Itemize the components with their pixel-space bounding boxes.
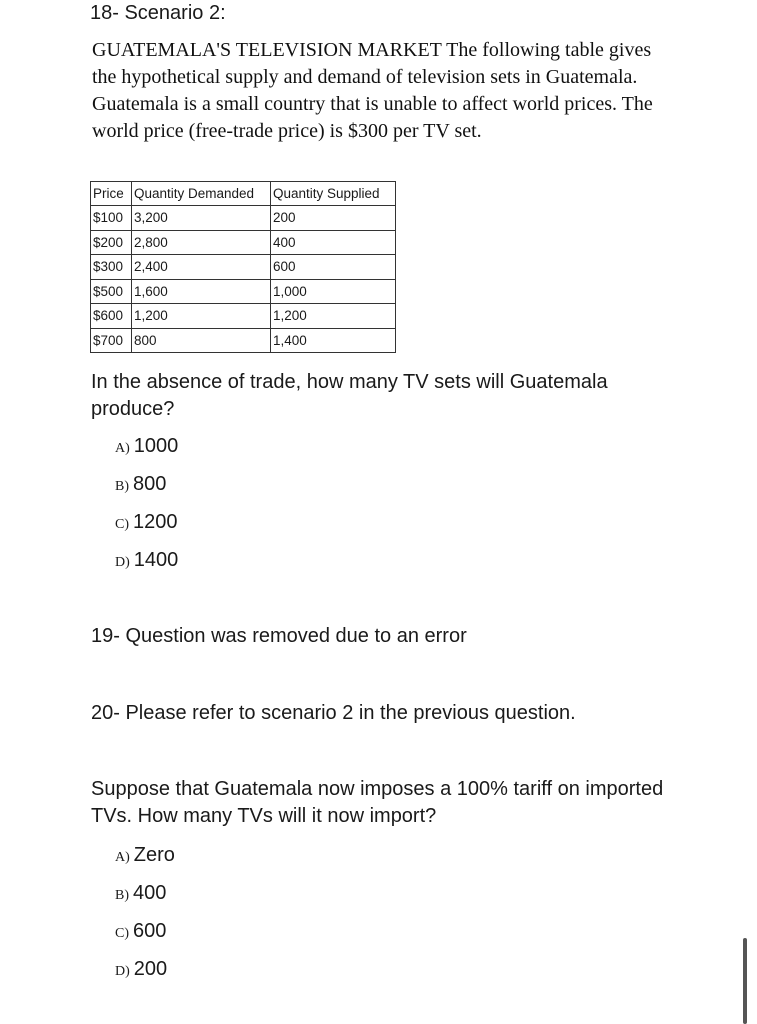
option-letter: B) xyxy=(115,888,129,903)
table-row xyxy=(91,255,396,280)
cell-quantity-supplied: 600 xyxy=(271,255,396,280)
option-text: 1000 xyxy=(133,435,179,457)
q20-option-d[interactable] xyxy=(115,956,167,985)
option-text: 800 xyxy=(133,473,167,495)
option-text: 1200 xyxy=(133,511,178,533)
table-row xyxy=(91,230,396,255)
option-letter: B) xyxy=(115,479,129,494)
option-text: Zero xyxy=(133,844,175,866)
cell-quantity-demanded: 1,200 xyxy=(132,304,271,329)
question-18-text: In the absence of trade, how many TV sets will Guatemala produce? xyxy=(91,371,608,420)
cell-price: $700 xyxy=(91,328,132,353)
table-header-row xyxy=(91,182,396,206)
option-letter: A) xyxy=(115,850,130,865)
option-letter: C) xyxy=(115,517,129,532)
cell-quantity-supplied: 1,200 xyxy=(271,304,396,329)
cell-quantity-demanded: 800 xyxy=(132,328,271,353)
cell-quantity-demanded: 2,400 xyxy=(132,255,271,280)
cell-quantity-demanded: 2,800 xyxy=(132,230,271,255)
q18-option-b[interactable] xyxy=(115,471,166,500)
option-text: 400 xyxy=(133,882,167,904)
cell-quantity-supplied: 1,400 xyxy=(271,328,396,353)
q18-option-a[interactable] xyxy=(115,433,178,462)
header-quantity-supplied: Quantity Supplied xyxy=(271,182,396,206)
q20-option-b[interactable] xyxy=(115,880,166,909)
option-letter: C) xyxy=(115,926,129,941)
question-20-intro: 20- Please refer to scenario 2 in the previous question. xyxy=(91,702,576,724)
question-20-text: Suppose that Guatemala now imposes a 100% tariff on imported TVs. How many TVs will it now import? xyxy=(91,778,664,827)
table-row xyxy=(91,279,396,304)
cell-price: $200 xyxy=(91,230,132,255)
q20-option-a[interactable] xyxy=(115,842,175,871)
table-row xyxy=(91,304,396,329)
q20-option-c[interactable] xyxy=(115,918,166,947)
supply-demand-table xyxy=(90,181,396,353)
question-19-text: 19- Question was removed due to an error xyxy=(91,625,467,647)
cell-price: $500 xyxy=(91,279,132,304)
cell-quantity-demanded: 1,600 xyxy=(132,279,271,304)
option-text: 1400 xyxy=(133,549,179,571)
cell-quantity-supplied: 200 xyxy=(271,206,396,231)
scenario-text: GUATEMALA'S TELEVISION MARKET The following table gives the hypothetical supply and demand of television sets in Guatemala. Guatemala is a small country that is unable to affect world prices. The world price (free-trade price) is $300 per TV set. xyxy=(92,39,653,142)
option-text: 200 xyxy=(133,958,168,980)
cell-quantity-supplied: 1,000 xyxy=(271,279,396,304)
cell-price: $100 xyxy=(91,206,132,231)
option-text: 600 xyxy=(133,920,167,942)
cell-quantity-supplied: 400 xyxy=(271,230,396,255)
header-quantity-demanded: Quantity Demanded xyxy=(132,182,271,206)
table-row xyxy=(91,206,396,231)
cell-price: $600 xyxy=(91,304,132,329)
q18-option-c[interactable] xyxy=(115,509,178,538)
question-18-heading: 18- Scenario 2: xyxy=(90,2,226,24)
header-price: Price xyxy=(91,182,132,206)
cell-quantity-demanded: 3,200 xyxy=(132,206,271,231)
q18-option-d[interactable] xyxy=(115,547,178,576)
table-row xyxy=(91,328,396,353)
option-letter: D) xyxy=(115,555,130,570)
option-letter: A) xyxy=(115,441,130,456)
cell-price: $300 xyxy=(91,255,132,280)
scrollbar-thumb[interactable] xyxy=(743,938,747,1024)
option-letter: D) xyxy=(115,964,130,979)
